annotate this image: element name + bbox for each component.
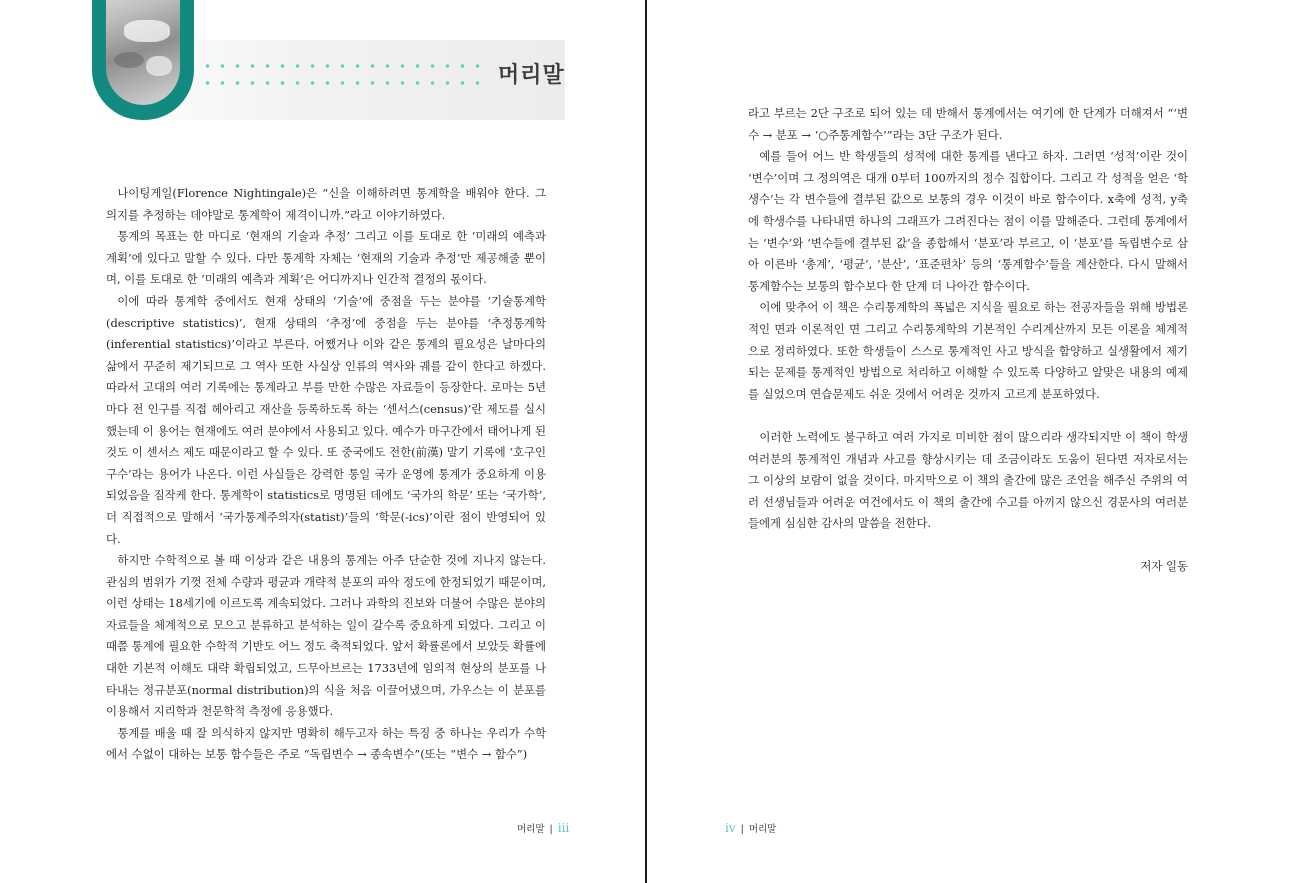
paragraph: 통계의 목표는 한 마디로 ‘현재의 기술과 추정’ 그리고 이를 토대로 한 ‘미래의 예측과 계획’에 있다고 말할 수 있다. 다만 통계학 자체는 ‘현재의 기술과 추정’만 제공해줄 뿐이며, 이를 토대로 한 ‘미래의 예측과 계획’은 어디까지나 인간적 결정의 몫이다. [106,229,546,287]
paragraph: 통계를 배울 때 잘 의식하지 않지만 명확히 해두고자 하는 특징 중 하나는 우리가 수학에서 수없이 대하는 보통 함수들은 주로 “독립변수 → 종속변수”(또는 “변수 → 함수”) [106,725,546,762]
signature: 저자 일동 [1140,559,1188,574]
left-page [0,0,645,883]
right-body-text [748,103,1188,578]
header-photo [106,0,180,105]
header-dot-rule-bottom [200,81,480,85]
paragraph: 이러한 노력에도 불구하고 여러 가지로 미비한 점이 많으리라 생각되지만 이 책이 학생 여러분의 통계적인 개념과 사고를 향상시키는 데 조금이라도 도움이 된다면 저자로서는 그 이상의 보람이 없을 것이다. 마지막으로 이 책의 출간에 많은 조언을 해주신 주위의 여러 선생님들과 어려운 여건에서도 이 책의 출간에 수고를 아끼지 않으신 경문사의 여러분들에게 심심한 감사의 말씀을 전한다. [748,429,1188,531]
header-photo-icon [92,0,194,120]
footer-label: 머리말 [517,824,545,835]
left-footer: 머리말 | iii [517,821,570,835]
right-page [647,0,1299,883]
paragraph: 하지만 수학적으로 볼 때 이상과 같은 내용의 통계는 아주 단순한 것에 지나지 않는다. 관심의 범위가 기껏 전체 수량과 평균과 개략적 분포의 파악 정도에 한정되었기 때문이며, 이런 상태는 18세기에 이르도록 계속되었다. 그러나 과학의 진보와 더불어 수많은 분야의 자료들을 체계적으로 모으고 분류하고 분석하는 일이 갈수록 중요하게 되었다. 그리고 이때쯤 통계에 필요한 수학적 기반도 어느 정도 축적되었다. 앞서 확률론에서 보았듯 확률에 대한 기본적 이해도 대략 확립되었고, 드무아브르는 1733년에 임의적 현상의 분포를 나타내는 정규분포(normal distribution)의 식을 처음 이끌어냈으며, 가우스는 이 분포를 이용해서 지리학과 천문학적 측정에 응용했다. [106,553,546,719]
page-number: iv [725,821,736,835]
header-dot-rule-top [200,64,480,68]
paragraph: 이에 맞추어 이 책은 수리통계학의 폭넓은 지식을 필요로 하는 전공자들을 위해 방법론적인 면과 이론적인 면 그리고 수리통계학의 기본적인 수리계산까지 모든 이론을 체계적으로 정리하였다. 또한 학생들이 스스로 통계적인 사고 방식을 함양하고 실생활에서 제기되는 문제를 통계적인 방법으로 처리하고 이해할 수 있도록 다양하고 알맞은 내용의 예제를 실었으며 연습문제도 쉬운 것에서 어려운 것까지 고르게 분포하였다. [748,300,1188,401]
paragraph: 이에 따라 통계학 중에서도 현재 상태의 ‘기술’에 중점을 두는 분야를 ‘기술통계학(descriptive statistics)’, 현재 상태의 ‘추정’에 중점을 두는 분야를 ‘추정통계학(inferential statistics)’이라고 부른다. 어쨌거나 이와 같은 통계의 필요성은 날마다의 삶에서 꾸준히 제기되므로 그 역사 또한 사실상 인류의 역사와 궤를 같이 한다고 하겠다. 따라서 고대의 여러 기록에는 통계라고 부를 만한 수많은 자료들이 등장한다. 로마는 5년마다 전 인구를 직접 헤아리고 재산을 등록하도록 하는 ‘센서스(census)’란 제도를 실시했는데 이 용어는 현재에도 여러 분야에서 사용되고 있다. 예수가 마구간에서 태어나게 된 것도 이 센서스 제도 때문이라고 할 수 있다. 또 중국에도 전한(前漢) 말기 기록에 ‘호구인구수’라는 용어가 나온다. 이런 사실들은 강력한 통일 국가 운영에 통계가 중요하게 이용되었음을 짐작케 한다. 통계학이 statistics로 명명된 데에도 ‘국가의 학문’ 또는 ‘국가학’, 더 직접적으로 말해서 ‘국가통계주의자(statist)’들의 ‘학문(-ics)’이란 점이 반영되어 있다. [106,293,546,546]
page-number: iii [557,821,570,835]
paragraph: 라고 부르는 2단 구조로 되어 있는 데 반해서 통계에서는 여기에 한 단계가 더해져서 “‘변수 → 분포 → ‘○주통계함수’”라는 3단 구조가 된다. [748,106,1188,142]
paragraph: 예를 들어 어느 반 학생들의 성적에 대한 통계를 낸다고 하자. 그러면 ‘성적’이란 것이 ‘변수’이며 그 정의역은 대개 0부터 100까지의 정수 집합이다. 그리고 각 성적을 얻은 ‘학생수’는 각 변수들에 결부된 값으로 보통의 경우 이것이 바로 함수이다. x축에 성적, y축에 학생수를 나타내면 하나의 그래프가 그려진다는 점이 이를 말해준다. 그런데 통계에서는 ‘변수’와 ‘변수들에 결부된 값’을 종합해서 ‘분포’라 부르고, 이 ‘분포’를 독립변수로 삼아 이른바 ‘총계’, ‘평균’, ‘분산’, ‘표준편차’ 등의 ‘통계함수’들을 계산한다. 다시 말해서 통계함수는 보통의 함수보다 한 단계 더 나아간 함수이다. [748,149,1188,293]
right-footer: iv | 머리말 [725,821,777,835]
footer-label: 머리말 [748,824,777,835]
section-title: 머리말 [498,63,565,88]
paragraph: 나이팅게일(Florence Nightingale)은 “신을 이해하려면 통계학을 배워야 한다. 그 의지를 추정하는 데야말로 통계학이 제격이니까.”라고 이야기하였다. [106,186,546,222]
left-body-text [106,183,546,766]
